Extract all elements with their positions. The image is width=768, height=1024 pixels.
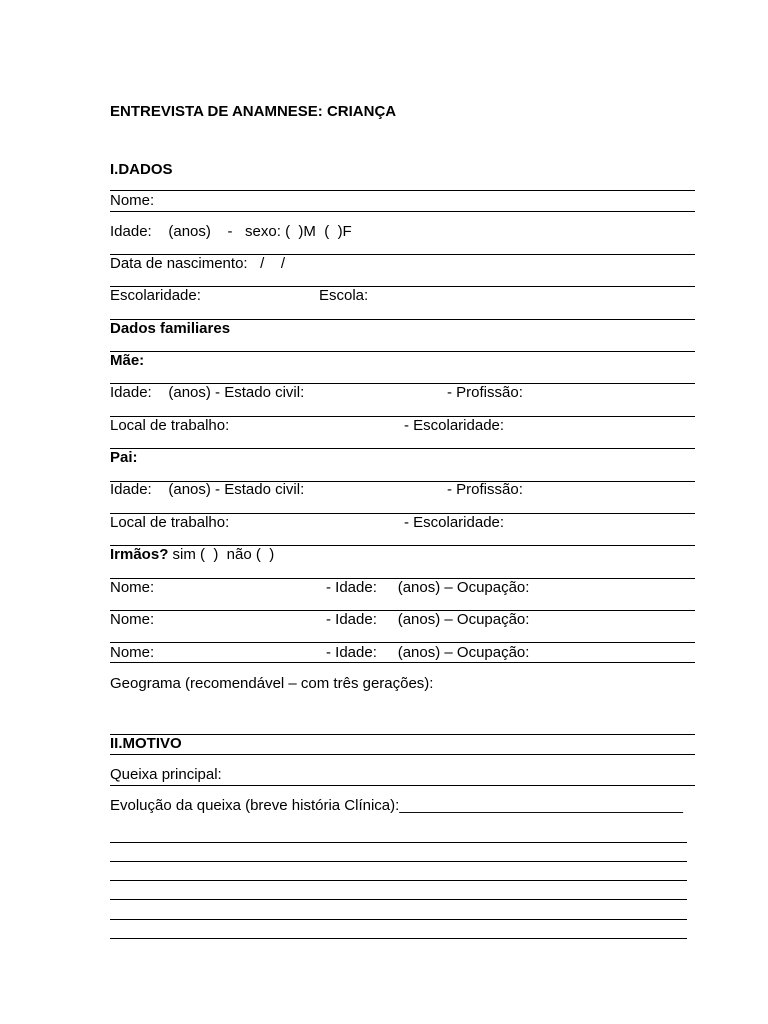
field-irmaos	[110, 546, 274, 564]
field-irmao-idade: - Idade: (anos) – Ocupação:	[326, 579, 530, 596]
field-pai-escolaridade: - Escolaridade:	[404, 514, 505, 531]
field-escola: Escola:	[319, 287, 369, 304]
document-title: ENTREVISTA DE ANAMNESE: CRIANÇA	[110, 103, 397, 120]
field-irmao-nome: Nome:	[110, 579, 155, 596]
field-queixa: Queixa principal:	[110, 766, 222, 783]
field-mae-local: Local de trabalho:	[110, 417, 230, 434]
blank-line	[110, 842, 687, 843]
field-pai-idade: Idade: (anos) - Estado civil:	[110, 481, 305, 498]
divider	[110, 448, 695, 449]
subheading-dados-familiares: Dados familiares	[110, 320, 231, 337]
label-mae: Mãe:	[110, 352, 145, 369]
divider	[110, 642, 695, 643]
field-mae-profissao: - Profissão:	[447, 384, 523, 401]
field-escolaridade: Escolaridade:	[110, 287, 201, 304]
blank-line	[110, 880, 687, 881]
field-irmao-idade: - Idade: (anos) – Ocupação:	[326, 611, 530, 628]
blank-line	[110, 899, 687, 900]
field-geograma: Geograma (recomendável – com três gerações):	[110, 675, 434, 692]
blank-line	[110, 938, 687, 939]
field-pai-local: Local de trabalho:	[110, 514, 230, 531]
field-nome: Nome:	[110, 192, 155, 209]
section-heading-dados: I.DADOS	[110, 161, 173, 178]
blank-line	[110, 919, 687, 920]
field-nascimento: Data de nascimento: / /	[110, 255, 286, 272]
divider	[110, 754, 695, 755]
label-pai: Pai:	[110, 449, 138, 466]
irmaos-options: sim ( ) não ( )	[168, 546, 275, 563]
field-irmao-nome: Nome:	[110, 611, 155, 628]
blank-line	[110, 861, 687, 862]
section-heading-motivo: II.MOTIVO	[110, 735, 182, 752]
divider	[110, 785, 695, 786]
field-idade-sexo: Idade: (anos) - sexo: ( )M ( )F	[110, 223, 352, 240]
field-mae-idade: Idade: (anos) - Estado civil:	[110, 384, 305, 401]
field-irmao-idade: - Idade: (anos) – Ocupação:	[326, 644, 530, 661]
field-evolucao: Evolução da queixa (breve história Clínica):__________________________________	[110, 797, 683, 814]
label-irmaos: Irmãos?	[110, 546, 169, 563]
field-pai-profissao: - Profissão:	[447, 481, 523, 498]
field-irmao-nome: Nome:	[110, 644, 155, 661]
divider	[110, 190, 695, 191]
divider	[110, 662, 695, 663]
divider	[110, 351, 695, 352]
divider	[110, 734, 695, 735]
divider	[110, 211, 695, 212]
field-mae-escolaridade: - Escolaridade:	[404, 417, 505, 434]
